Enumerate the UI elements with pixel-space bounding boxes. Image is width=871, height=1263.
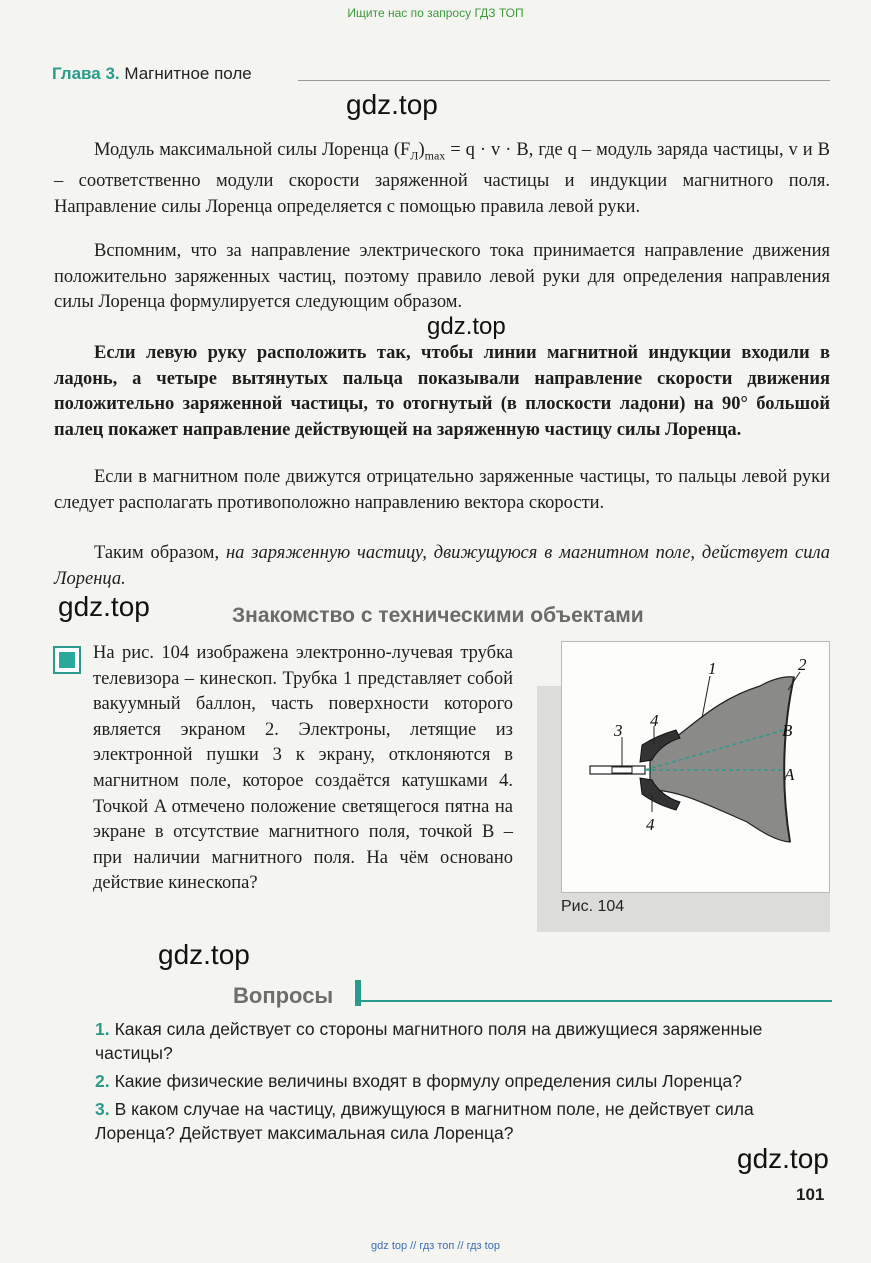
chapter-title: Магнитное поле [124,64,252,83]
paragraph-lorentz-force-modulus: Модуль максимальной силы Лоренца $(F_Л)_{max} = q \cdot v \cdot B$, где q – модуль заряда частицы, v и B – соответственно модули скорости заряженной частицы и индукции магнитного поля. Направление силы Лоренца определяется с помощью правила левой руки. [54,140,830,217]
question-item: 1. Какая сила действует со стороны магнитного поля на движущиеся заряженные частицы? [95,1019,763,1063]
task-kinescope-text: На рис. 104 изображена электронно-лучевая трубка телевизора – кинескоп. Трубка 1 представляет собой вакуумный баллон, часть поверхности которого является экраном 2. Электроны, летящие из электронной пушки 3 к экрану, отклоняются в магнитном поле, которое создаётся катушками 4. Точкой A отмечено положение светящегося пятна на экране в отсутствие магнитного поля, точкой B – при наличии магнитного поля. На чём основано действие кинескопа? [93,643,513,894]
figure-104 [561,641,830,893]
top-search-link[interactable]: Ищите нас по запросу ГДЗ ТОП [347,6,524,20]
questions-divider [358,1000,832,1002]
section-title: Знакомство с техническими объектами [232,604,644,627]
watermark: gdz.top [58,591,150,622]
questions-list [95,1017,833,1149]
watermark: gdz.top [737,1143,829,1174]
figure-label-1: 1 [708,659,717,678]
questions-title: Вопросы [233,983,334,1008]
figure-label-B: B [782,721,793,740]
footer-links[interactable]: gdz top // гдз топ // гдз top [371,1240,500,1252]
chapter-number: Глава 3. [52,64,120,83]
paragraph-conclusion: Таким образом, на заряженную частицу, движущуюся в магнитном поле, действует сила Лоренца. [54,543,831,589]
task-square-icon [53,646,81,674]
figure-label-4-bottom: 4 [646,815,655,834]
watermark: gdz.top [158,939,250,970]
questions-bracket [355,980,361,1006]
question-item: 3. В каком случае на частицу, движущуюся в магнитном поле, не действует сила Лоренца? Действует максимальная сила Лоренца? [95,1099,754,1143]
chapter-divider [298,80,830,81]
question-item: 2. Какие физические величины входят в формулу определения силы Лоренца? [95,1071,742,1091]
figure-label-4-top: 4 [650,711,659,730]
figure-caption: Рис. 104 [561,898,625,915]
kinescope-tube [650,677,794,842]
chapter-heading [52,64,252,84]
paragraph-negative-charges: Если в магнитном поле движутся отрицательно заряженные частицы, то пальцы левой руки следует располагать противоположно направлению вектора скорости. [54,467,830,513]
kinescope-diagram [562,642,829,892]
paragraph-current-direction: Вспомним, что за направление электрического тока принимается направление движения положительно заряженных частиц, поэтому правило левой руки для определения направления силы Лоренца формулируется следующим образом. [54,241,830,313]
watermark: gdz.top [427,313,506,340]
watermark: gdz.top [346,89,438,120]
figure-label-3: 3 [614,721,623,740]
page-number: 101 [796,1185,825,1204]
figure-label-A: A [784,765,795,784]
figure-label-2: 2 [798,655,807,674]
paragraph-left-hand-rule: Если левую руку расположить так, чтобы линии магнитной индукции входили в ладонь, а четыре вытянутых пальца показывали направление скорости движения положительно заряженной частицы, то отогнутый (в плоскости ладони) на 90° большой палец покажет направление действующей на заряженную частицу силы Лоренца. [54,343,830,440]
